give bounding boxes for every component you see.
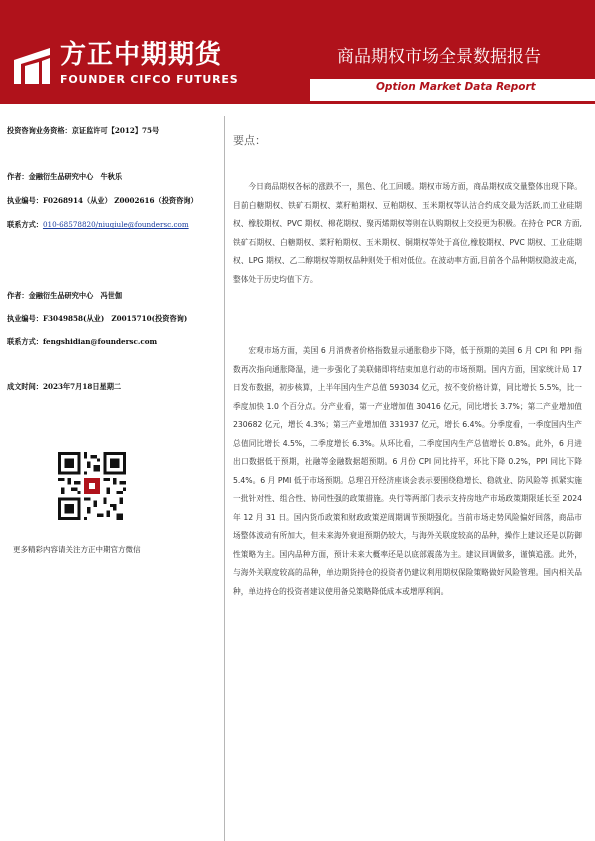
- report-header: [0, 0, 595, 104]
- qr-caption: 更多精彩内容请关注方正中期官方微信: [13, 545, 141, 554]
- key-points-title: 要点：: [233, 134, 266, 147]
- founder-logo-icon: [12, 46, 52, 86]
- author-1-license: 执业编号：F0268914（从业） Z0002616（投资咨询）: [7, 196, 198, 205]
- qualification-text: 投资咨询业务资格：京证监许可【2012】75号: [7, 126, 160, 135]
- publish-date: 成文时间：2023年7月18日星期二: [7, 382, 122, 391]
- author-1-contact-label: 联系方式：: [7, 220, 43, 229]
- report-subtitle: Option Market Data Report: [376, 81, 536, 93]
- author-2-license: 执业编号：F3049858(从业) Z0015710(投资咨询): [7, 314, 188, 323]
- summary-paragraph-options: 今日商品期权各标的涨跌不一，黑色、化工回暖。期权市场方面，商品期权成交量整体出现下降。目前白糖期权、铁矿石期权、菜籽粕期权、豆粕期权、玉米期权等认沽合约成交最为活跃,而工业硅期权、橡胶期权、PVC 期权、棉花期权、聚丙烯期权等则在认购期权上交投更为积极。在持仓 PCR 方面,铁矿石期权、白糖期权、菜籽粕期权、玉米期权、铜期权等处于高位,橡胶期权、PVC 期权、工业硅期权、LPG 期权、乙二醇期权等期权品种则处于相对低位。在波动率方面,目前各个品种期权隐波走高，整体处于历史均值下方。: [233, 182, 582, 284]
- author-2-contact: 联系方式：fengshidian@foundersc.com: [7, 337, 158, 346]
- author-1-contact-link[interactable]: 010-68578820/niuqiule@foundersc.com: [42, 220, 189, 229]
- author-1-contact: [7, 220, 189, 230]
- column-divider: [224, 116, 225, 841]
- report-title: 商品期权市场全景数据报告: [337, 47, 541, 67]
- wechat-qr-code[interactable]: [58, 452, 126, 520]
- company-name: 方正中期期货: [60, 40, 223, 70]
- author-2: 作者：金融衍生品研究中心 冯世伽: [7, 291, 123, 300]
- author-1: 作者：金融衍生品研究中心 牛秋乐: [7, 172, 123, 181]
- summary-paragraph-macro: 宏观市场方面，美国 6 月消费者价格指数显示通胀稳步下降，低于预期的美国 6 月 CPI 和 PPI 指数再次指向通胀降温，进一步强化了美联储即将结束加息行动的市场预期。国内方面，国家统计局 17 日发布数据，初步核算，上半年国内生产总值 593034 亿元，按不变价格计算，同比增长 5.5%，比一季度加快 1.0 个百分点。分产业看，第一产业增加值 30416 亿元，同比增长 3.7%；第二产业增加值 230682 亿元，增长 4.3%；第三产业增加值 331937 亿元，增长 6.4%。分季度看，一季度国内生产总值同比增长 4.5%，二季度增长 6.3%。从环比看，二季度国内生产总值增长 0.8%。此外，6 月进出口数据低于预期，社融等金融数据超预期。6 月份 CPI 同比持平，环比下降 0.2%，PPI 同比下降 5.4%。6 月 PMI 低于市场预期。总理召开经济座谈会表示要围绕稳增长、稳就业、防风险等 抓紧实施一批针对性、组合性、协同性强的政策措施。央行等两部门表示支持房地产市场政策期限延长至 2024 年 12 月 31 日。国内货币政策和财政政策逆周期调节预期强化。当前市场走势风险偏好回落，商品市场整体波动有所加大，但未来海外衰退预期仍较大，与海外关联度较高的品种，操作上建议还是以防御性策略为主。国内品种方面，预计未来大概率还是以底部震荡为主。建议回调做多，谨慎追涨。此外，与海外关联度较高的品种，单边期货持仓的投资者仍建议利用期权保险策略做好风险管理。国内相关品种，单边持仓的投资者建议使用备兑策略降低成本或增厚利润。: [233, 346, 582, 596]
- company-name-en: FOUNDER CIFCO FUTURES: [60, 73, 239, 86]
